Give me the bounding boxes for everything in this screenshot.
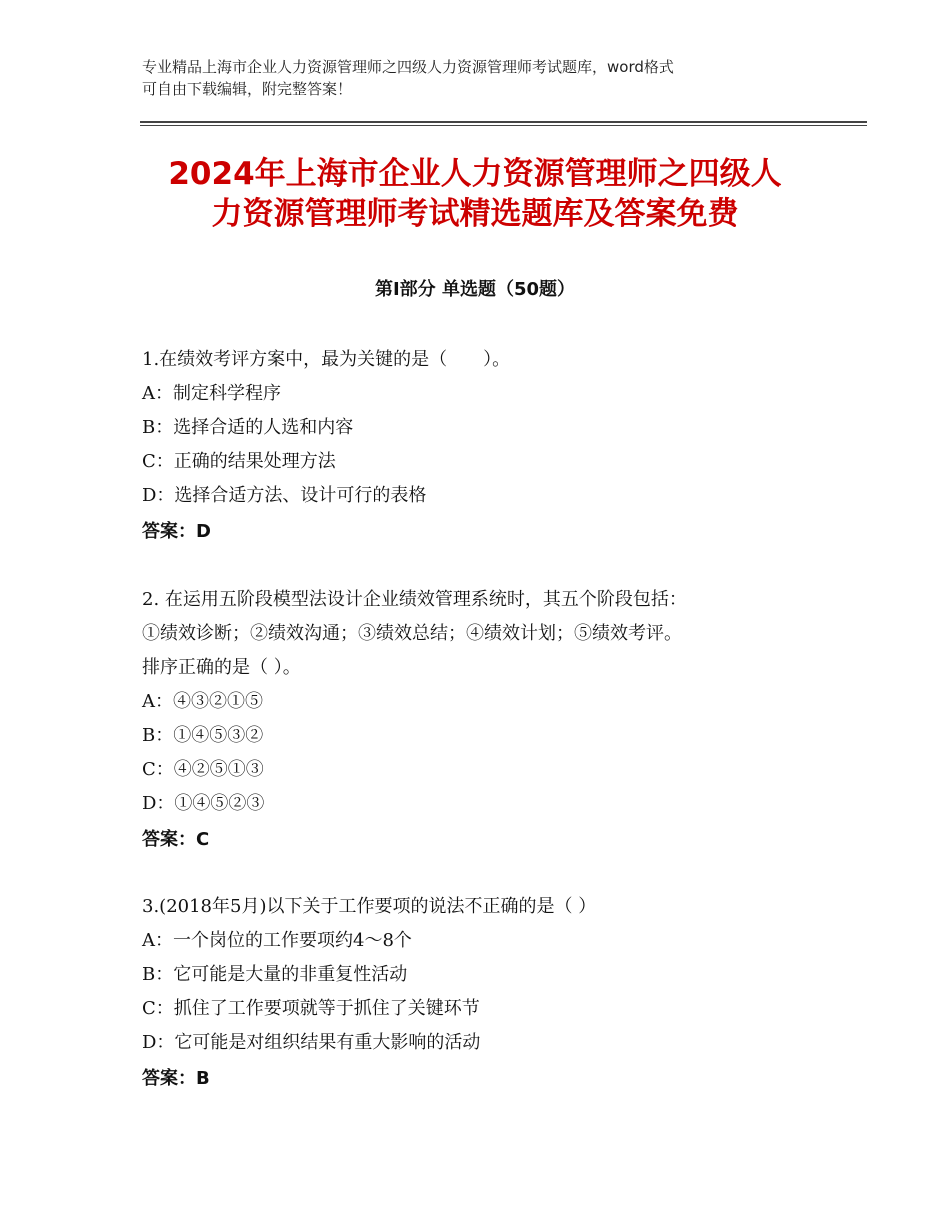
question-2-stem-line-3: 排序正确的是（ ）。	[142, 657, 301, 678]
header-note	[142, 56, 822, 100]
section-heading: 第Ⅰ部分 单选题（50题）	[374, 279, 575, 300]
header-divider-thick	[140, 121, 867, 123]
question-3-option-b: B：它可能是大量的非重复性活动	[142, 964, 408, 985]
question-3-answer: 答案：B	[142, 1068, 210, 1089]
question-1-option-a: A：制定科学程序	[142, 383, 281, 404]
question-3-option-c: C：抓住了工作要项就等于抓住了关键环节	[142, 998, 480, 1019]
question-1-stem: 1.在绩效考评方案中，最为关键的是（ ）。	[142, 349, 511, 370]
question-2-option-d: D：①④⑤②③	[142, 793, 265, 814]
header-note-line-2: 可自由下载编辑，附完整答案！	[142, 80, 353, 98]
question-3-option-d: D：它可能是对组织结果有重大影响的活动	[142, 1032, 481, 1053]
question-2-stem-line-2: ①绩效诊断；②绩效沟通；③绩效总结；④绩效计划；⑤绩效考评。	[142, 623, 682, 644]
question-1-option-c: C：正确的结果处理方法	[142, 451, 336, 472]
question-2-option-c: C：④②⑤①③	[142, 759, 264, 780]
question-3-option-a: A：一个岗位的工作要项约4～8个	[142, 930, 412, 951]
header-divider-thin	[140, 125, 867, 126]
question-1-option-d: D：选择合适方法、设计可行的表格	[142, 485, 427, 506]
question-2-option-a: A：④③②①⑤	[142, 691, 263, 712]
question-2-answer: 答案：C	[142, 829, 210, 850]
question-1-option-b: B：选择合适的人选和内容	[142, 417, 354, 438]
title-line-1: 2024年上海市企业人力资源管理师之四级人	[168, 156, 782, 192]
question-3-stem: 3.(2018年5月)以下关于工作要项的说法不正确的是（ ）	[142, 896, 597, 917]
question-2-option-b: B：①④⑤③②	[142, 725, 264, 746]
question-2-stem-line-1: 2. 在运用五阶段模型法设计企业绩效管理系统时，其五个阶段包括：	[142, 589, 687, 610]
document-title	[100, 154, 850, 234]
title-line-2: 力资源管理师考试精选题库及答案免费	[211, 196, 739, 232]
header-note-line-1: 专业精品上海市企业人力资源管理师之四级人力资源管理师考试题库，word格式	[142, 58, 674, 76]
question-1-answer: 答案：D	[142, 521, 211, 542]
